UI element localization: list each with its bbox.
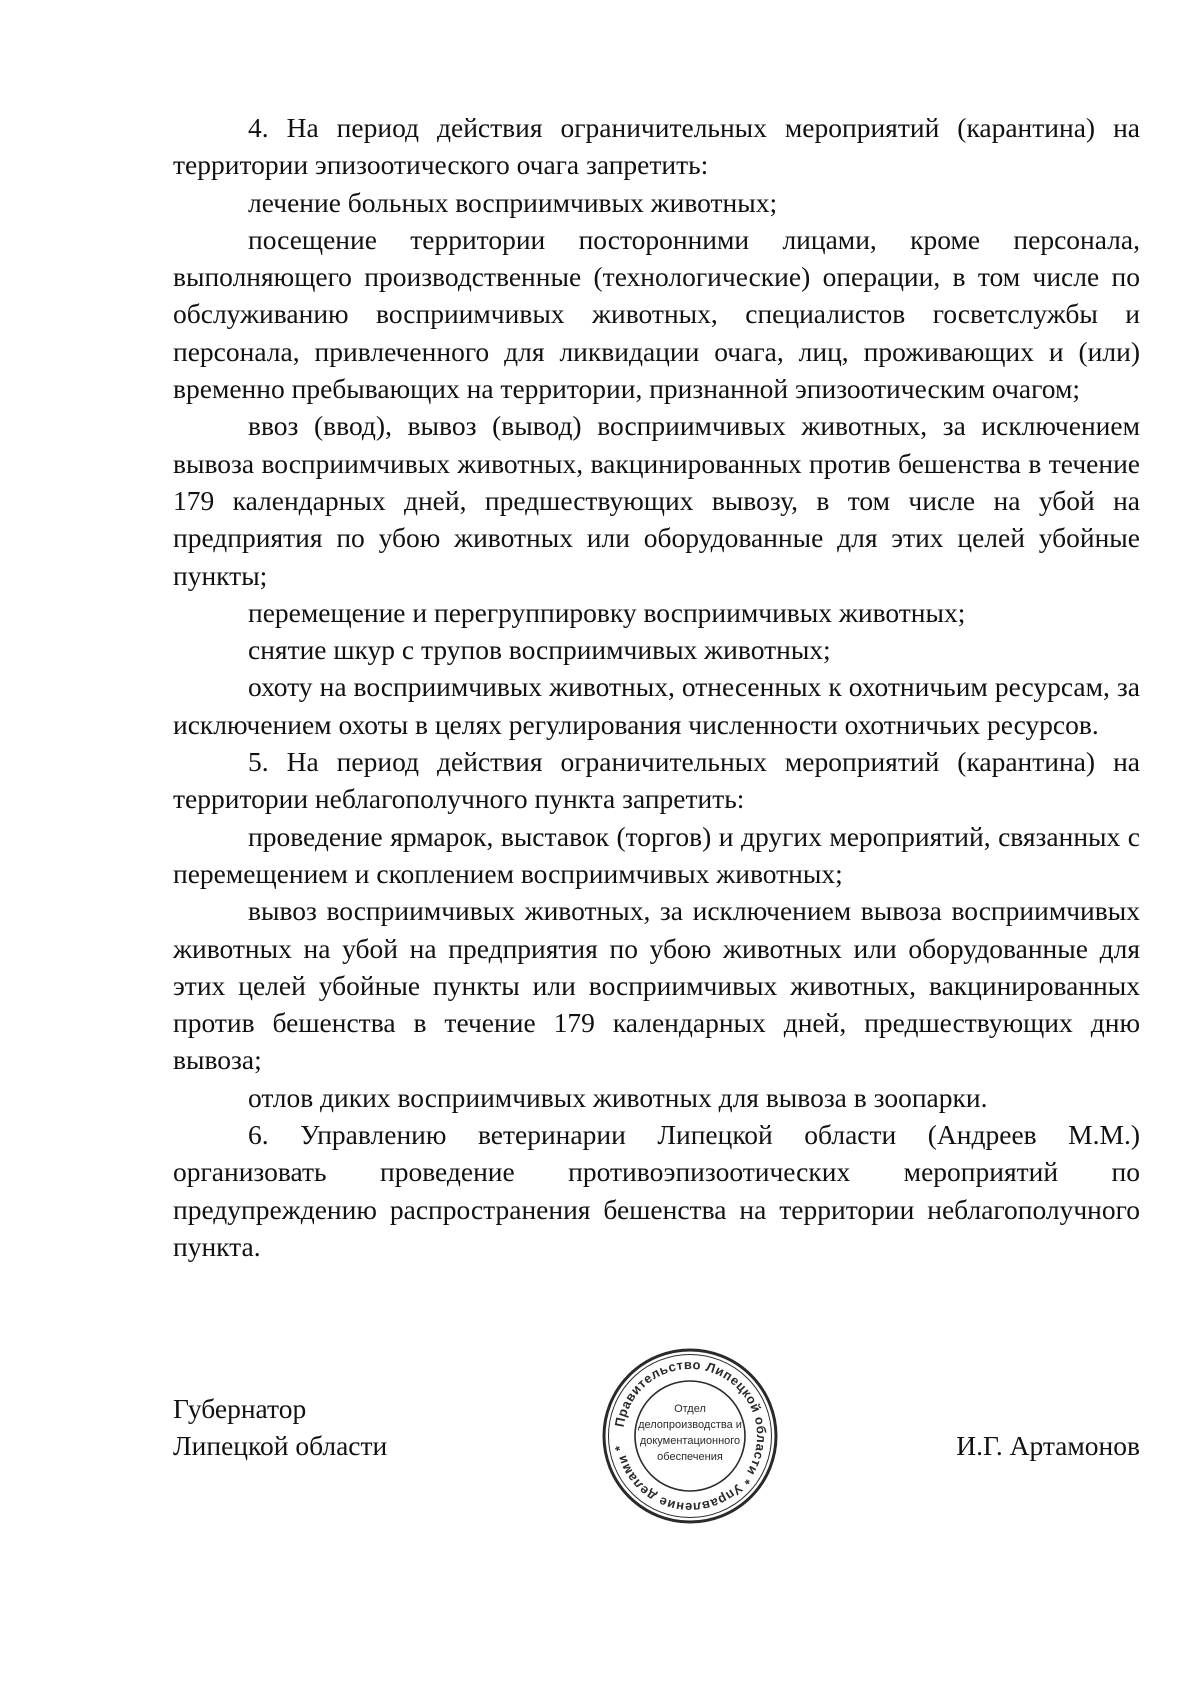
paragraph-4-item-visits: посещение территории посторонними лицами, кроме персонала, выполняющего производственные (технологические) операции, в том числе по обслуживанию восприимчивых животных, специалистов госветслужбы и персонала, привлеченного для ликвидации очага, лиц, проживающих и (или) временно пребывающих на территории, признанной эпизоотическим очагом; [173, 223, 1140, 405]
seal-inner-line-1: Отдел [674, 1403, 706, 1415]
paragraph-5-intro: 5. На период действия ограничительных мероприятий (карантина) на территории неблагополучного пункта запретить: [173, 746, 1140, 815]
seal-ring-text: Правительство Липецкой области * Управление делами * [611, 1356, 770, 1516]
signatory-region: Липецкой области [173, 1430, 388, 1461]
paragraph-6: 6. Управлению ветеринарии Липецкой области (Андреев М.М.) организовать проведение противоэпизоотических мероприятий по предупреждению распространения бешенства на территории неблагополучного пункта. [173, 1119, 1140, 1262]
signatory-name: И.Г. Артамонов [956, 1430, 1140, 1461]
paragraph-4-item-regrouping: перемещение и перегруппировку восприимчивых животных; [248, 596, 966, 628]
paragraph-4-item-treatment: лечение больных восприимчивых животных; [248, 186, 778, 218]
paragraph-4-item-import-export: ввоз (ввод), вывоз (вывод) восприимчивых животных, за исключением вывоза восприимчивых животных, вакцинированных против бешенства в течение 179 календарных дней, предшествующих вывозу, в том числе на убой на предприятия по убою животных или оборудованные для этих целей убойные пункты; [173, 410, 1140, 591]
paragraph-4-item-skinning: снятие шкур с трупов восприимчивых животных; [248, 634, 831, 666]
paragraph-5-item-fairs: проведение ярмарок, выставок (торгов) и других мероприятий, связанных с перемещением и скоплением восприимчивых животных; [173, 820, 1140, 889]
official-seal [600, 1346, 780, 1526]
document-body [173, 109, 1140, 1265]
signatory-title: Губернатор [173, 1393, 307, 1424]
seal-inner-line-2: делопроизводства и [638, 1419, 742, 1431]
seal-inner-line-3: документационного [639, 1435, 741, 1447]
paragraph-4-intro: 4. На период действия ограничительных мероприятий (карантина) на территории эпизоотического очага запретить: [173, 112, 1140, 181]
signatory-position [173, 1390, 387, 1464]
paragraph-4-item-hunting: охоту на восприимчивых животных, отнесенных к охотничьим ресурсам, за исключением охоты в целях регулирования численности охотничьих ресурсов. [173, 671, 1140, 740]
seal-inner-line-4: обеспечения [657, 1451, 723, 1463]
paragraph-5-item-export: вывоз восприимчивых животных, за исключением вывоза восприимчивых животных на убой на предприятия по убою животных или оборудованные для этих целей убойные пункты или восприимчивых животных, вакцинированных против бешенства в течение 179 календарных дней, предшествующих дню вывоза; [173, 895, 1140, 1076]
paragraph-5-item-capture: отлов диких восприимчивых животных для вывоза в зоопарки. [248, 1081, 988, 1113]
